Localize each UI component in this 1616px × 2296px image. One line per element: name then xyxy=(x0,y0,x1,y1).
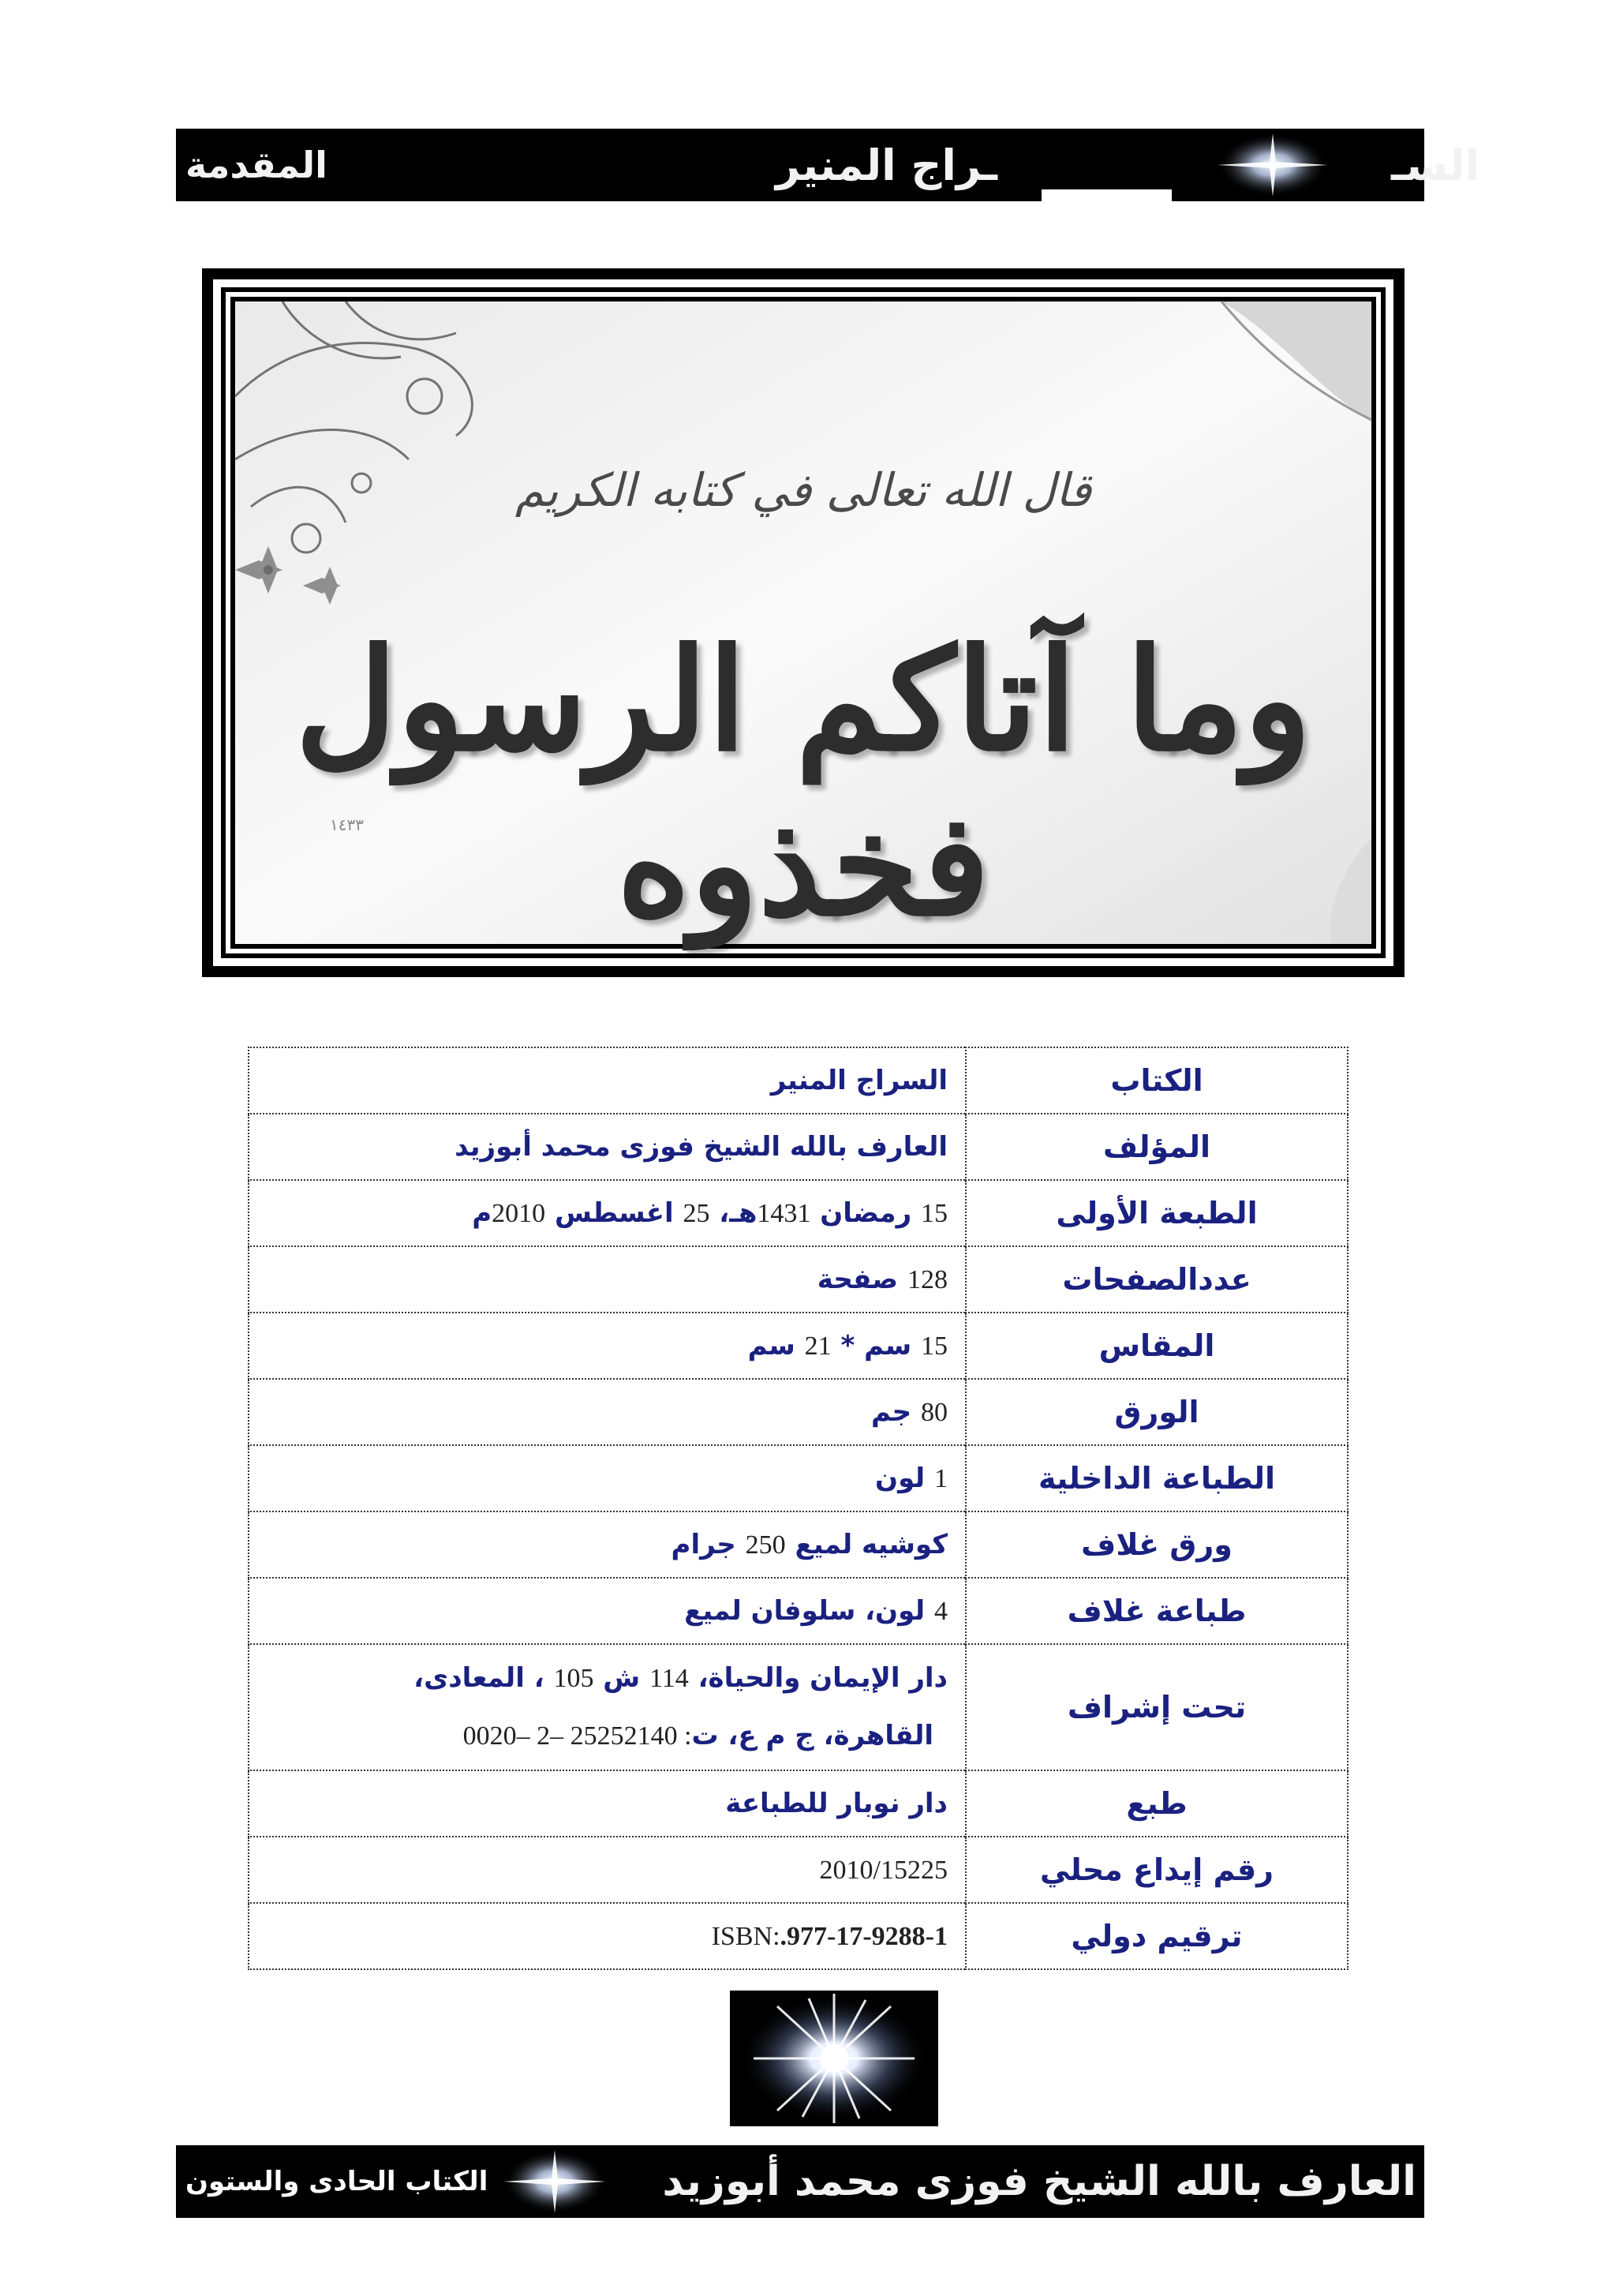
row-value: 15 رمضان 1431هـ، 25 اغسطس 2010م xyxy=(249,1180,966,1246)
table-row xyxy=(249,1770,1348,1837)
table-row xyxy=(249,1180,1348,1246)
table-row xyxy=(249,1511,1348,1578)
table-row xyxy=(249,1445,1348,1511)
star-burst-icon xyxy=(730,1991,938,2126)
row-value: كوشيه لميع 250 جرام xyxy=(249,1511,966,1578)
row-label: الكتاب xyxy=(966,1047,1348,1114)
row-value: دار نوبار للطباعة xyxy=(249,1770,966,1837)
row-label: تحت إشراف xyxy=(966,1644,1348,1770)
svg-text:١٤٣٣: ١٤٣٣ xyxy=(330,815,364,834)
row-label: الطبعة الأولى xyxy=(966,1180,1348,1246)
table-row xyxy=(249,1047,1348,1114)
row-value: السراج المنير xyxy=(249,1047,966,1114)
page-number: )2( xyxy=(1509,144,1569,186)
row-value: 2010/15225 xyxy=(249,1837,966,1903)
header-tab xyxy=(1042,189,1172,205)
table-row xyxy=(249,1114,1348,1180)
row-label: الورق xyxy=(966,1379,1348,1445)
row-label: الطباعة الداخلية xyxy=(966,1445,1348,1511)
row-value: 1 لون xyxy=(249,1445,966,1511)
book-number: الكتاب الحادى والستون xyxy=(185,2166,488,2197)
calligraphy-frame xyxy=(202,268,1405,977)
table-row xyxy=(249,1644,1348,1770)
row-label: ورق غلاف xyxy=(966,1511,1348,1578)
row-label: عددالصفحات xyxy=(966,1246,1348,1313)
table-row xyxy=(249,1379,1348,1445)
table-row xyxy=(249,1837,1348,1903)
row-label: رقم إيداع محلي xyxy=(966,1837,1348,1903)
book-title-part1: السـ xyxy=(1391,140,1480,190)
verse-intro: قال الله تعالى في كتابه الكريم xyxy=(514,463,1092,517)
row-value: 80 جم xyxy=(249,1379,966,1445)
author-name: العارف بالله الشيخ فوزى محمد أبوزيد xyxy=(662,2158,1416,2205)
header-bar xyxy=(176,129,1569,201)
table-row xyxy=(249,1246,1348,1313)
row-value: 128 صفحة xyxy=(249,1246,966,1313)
calligraphy-image xyxy=(235,302,1371,947)
table-row xyxy=(249,1578,1348,1644)
row-label: ترقيم دولي xyxy=(966,1903,1348,1969)
verse-calligraphy: وما آتاكم الرسول فخذوه xyxy=(294,617,1312,947)
address-line-1: دار الإيمان والحياة، 114 ش 105 ، المعادى، xyxy=(413,1662,948,1694)
sparkle-icon xyxy=(1210,129,1336,201)
row-label: طباعة غلاف xyxy=(966,1578,1348,1644)
row-value: 4 لون، سلوفان لميع xyxy=(249,1578,966,1644)
row-label: المقاس xyxy=(966,1313,1348,1379)
row-value: 15 سم * 21 سم xyxy=(249,1313,966,1379)
footer-bar xyxy=(176,2145,1424,2218)
book-info-table xyxy=(248,1047,1349,1970)
table-row xyxy=(249,1313,1348,1379)
sparkle-icon xyxy=(496,2145,614,2218)
section-title: المقدمة xyxy=(185,144,327,186)
table-row xyxy=(249,1903,1348,1969)
row-label: طبع xyxy=(966,1770,1348,1837)
row-label: المؤلف xyxy=(966,1114,1348,1180)
row-value xyxy=(249,1644,966,1770)
row-value: العارف بالله الشيخ فوزى محمد أبوزيد xyxy=(249,1114,966,1180)
star-burst-image xyxy=(730,1991,938,2126)
row-value: ISBN:.977-17-9288-1 xyxy=(249,1903,966,1969)
address-line-2: القاهرة، ج م ع، ت: 25252140 –2 –0020 xyxy=(462,1720,933,1751)
book-title-part2: ـراج المنير xyxy=(776,140,997,190)
